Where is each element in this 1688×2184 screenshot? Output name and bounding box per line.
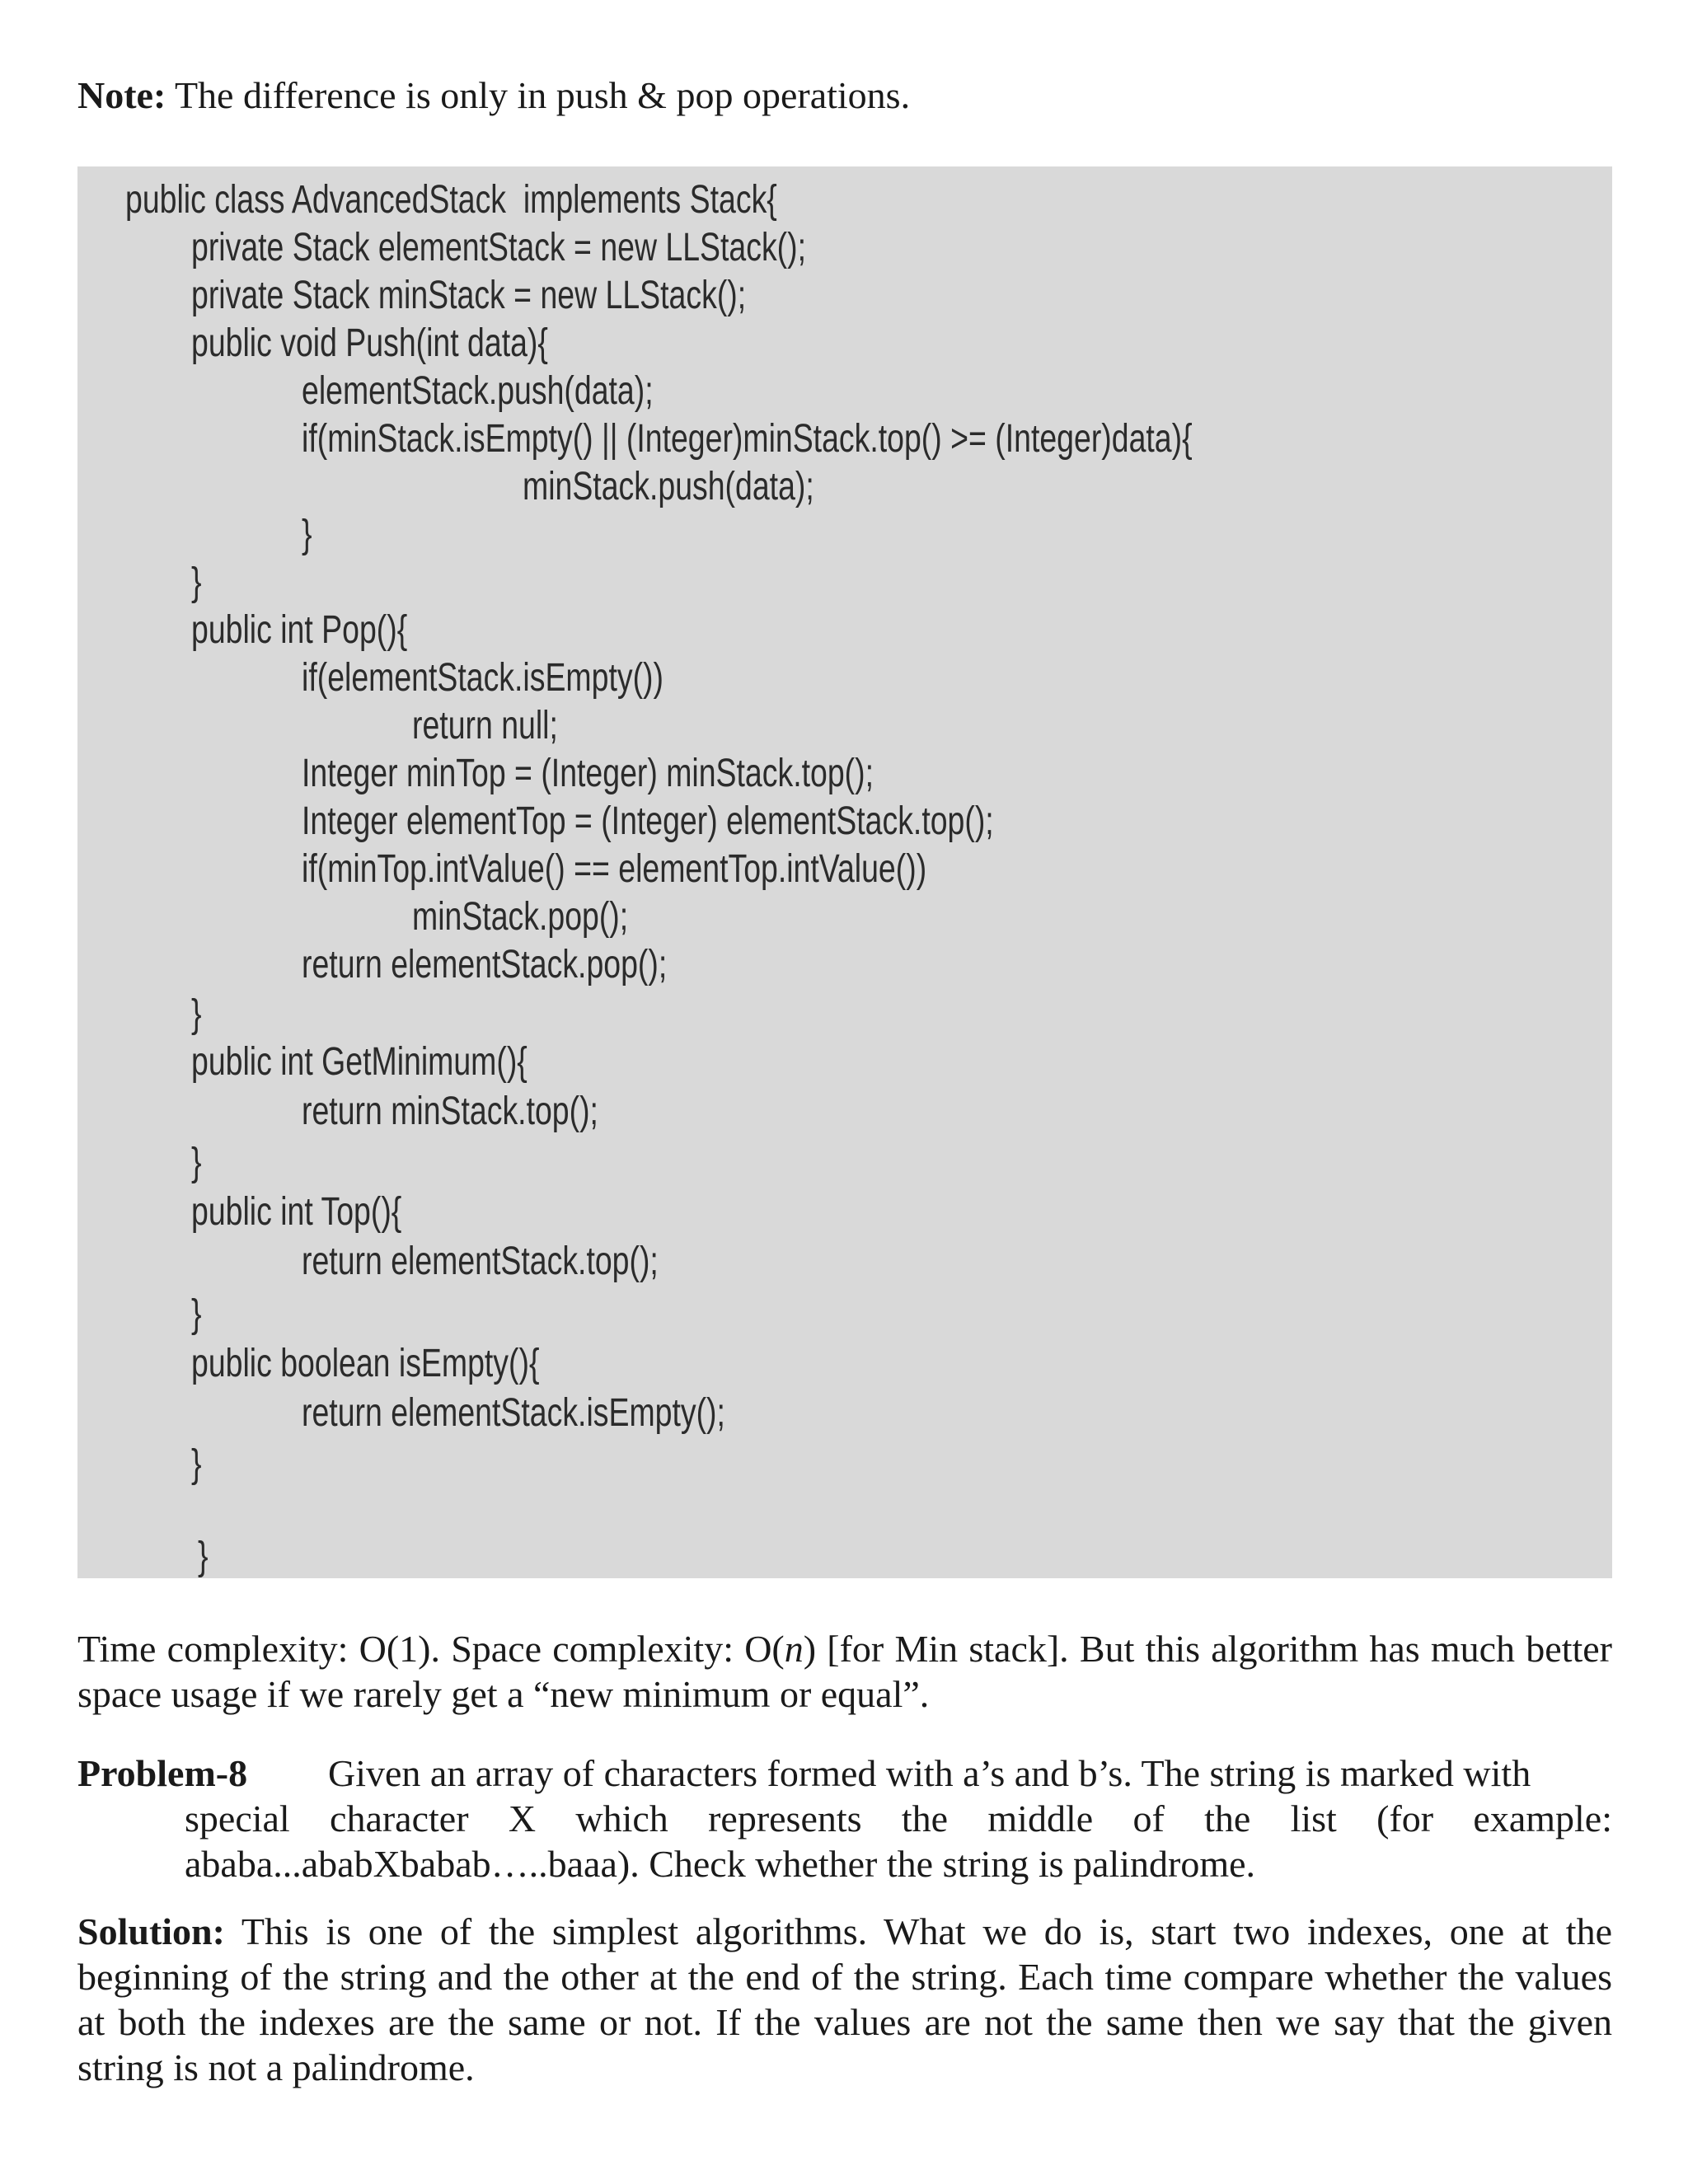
code-line: return elementStack.isEmpty(); (302, 1391, 725, 1435)
code-line: public int GetMinimum(){ (191, 1040, 528, 1084)
code-line: Integer minTop = (Integer) minStack.top(); (302, 752, 874, 795)
problem-label: Problem-8 (77, 1752, 248, 1794)
code-line: } (191, 560, 202, 604)
complexity-paragraph (77, 1626, 1612, 1717)
code-line: public boolean isEmpty(){ (191, 1342, 540, 1385)
code-line: private Stack minStack = new LLStack(); (191, 274, 747, 317)
code-line: minStack.push(data); (523, 465, 814, 509)
complexity-variable: n (784, 1628, 804, 1670)
solution-text: This is one of the simplest algorithms. What we do is, start two indexes, one at the beginning of the string and the other at the end of the string. Each time compare whether the values at both the indexes are the same or not. If the values are not the same then we say that the given string is not a palindrome. (77, 1910, 1612, 2088)
code-line: return null; (412, 704, 558, 748)
complexity-text-after: ) [for Min stack]. But this algorithm has much better space usage if we rarely get a “new minimum or equal”. (77, 1628, 1612, 1715)
code-line: } (191, 992, 202, 1036)
note-label: Note: (77, 74, 166, 116)
code-line: return elementStack.top(); (302, 1240, 659, 1283)
code-line: public void Push(int data){ (191, 321, 548, 365)
note-text: The difference is only in push & pop operations. (166, 74, 911, 116)
code-line: elementStack.push(data); (302, 369, 654, 413)
code-block (77, 166, 1612, 1578)
code-line: private Stack elementStack = new LLStack(); (191, 226, 807, 269)
code-line: if(minTop.intValue() == elementTop.intValue()) (302, 847, 927, 891)
code-line: return minStack.top(); (302, 1090, 598, 1133)
code-line: } (191, 1442, 202, 1486)
code-line: if(minStack.isEmpty() || (Integer)minStack.top() >= (Integer)data){ (302, 417, 1193, 461)
solution-paragraph (77, 1909, 1612, 2090)
problem-first-line: Given an array of characters formed with a’s and b’s. The string is marked with (328, 1752, 1531, 1794)
complexity-text-before: Time complexity: O(1). Space complexity: O( (77, 1628, 785, 1670)
code-line: public int Top(){ (191, 1190, 402, 1234)
code-line: public class AdvancedStack implements Stack{ (125, 178, 777, 222)
problem-paragraph (77, 1750, 1612, 1886)
code-line: } (302, 513, 312, 556)
code-line: } (191, 1141, 202, 1184)
problem-statement: special character X which represents the middle of the list (for example: ababa...ababXbabab…..baaa). Check whether the string is palindrome. (185, 1797, 1612, 1885)
code-line: } (191, 1292, 202, 1336)
code-line: Integer elementTop = (Integer) elementStack.top(); (302, 799, 994, 843)
code-line: return elementStack.pop(); (302, 943, 668, 987)
solution-label: Solution: (77, 1910, 225, 1952)
note-paragraph (77, 73, 910, 119)
code-line: if(elementStack.isEmpty()) (302, 656, 663, 700)
code-closing-brace: } (198, 1535, 209, 1578)
code-line: minStack.pop(); (412, 895, 629, 939)
code-line: public int Pop(){ (191, 608, 408, 652)
